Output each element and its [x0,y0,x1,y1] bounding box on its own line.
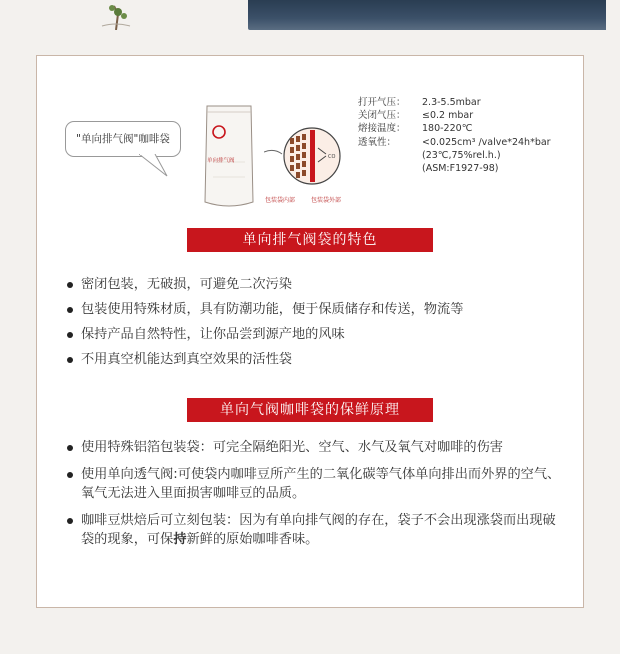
list-item [67,322,563,347]
item-text: 密闭包装，无破损，可避免二次污染 [81,277,292,292]
spec-key [358,162,422,175]
features-list [67,272,563,372]
item-text: 使用特殊铝箔包装袋：可完全隔绝阳光、空气、水气及氧气对咖啡的伤害 [81,440,503,455]
list-item [67,465,563,503]
valve-diagram [49,74,569,224]
spec-row [358,136,572,149]
list-item [67,511,563,549]
bubble-text: "单向排气阀"咖啡袋 [76,133,170,145]
spec-key: 打开气压： [358,97,406,108]
bullet-dot-icon [67,357,73,363]
speech-bubble [65,121,181,157]
bullet-dot-icon [67,282,73,288]
item-text-post: 新鲜的原始咖啡香味。 [186,532,319,547]
bubble-tail [139,154,179,184]
item-text: 包装使用特殊材质，具有防潮功能，便于保质储存和传送，物流等 [81,302,464,317]
valve-specs [358,96,572,175]
spec-row [358,122,572,135]
spec-value: <0.025cm³ /valve*24h*bar [422,136,551,148]
item-text-bold: 持 [173,532,187,547]
spec-row [358,162,572,175]
svg-text:CO: CO [328,154,336,160]
item-text: 保持产品自然特性，让你品尝到源产地的风味 [81,327,345,342]
spec-value: 2.3-5.5mbar [422,97,481,108]
item-text: 使用单向透气阀:可使袋内咖啡豆所产生的二氧化碳等气体单向排出而外界的空气、氧气无法进入里面损害咖啡豆的品质。 [81,467,561,501]
principle-list [67,438,563,557]
spec-row [358,96,572,109]
spec-key: 熔接温度： [358,123,406,135]
list-item [67,347,563,372]
list-item [67,438,563,457]
spec-value: 180-220℃ [422,123,473,135]
spec-key [358,149,422,162]
spec-row [358,109,572,122]
info-card [36,55,584,608]
spec-key: 关闭气压： [358,110,406,122]
section-heading-features: 单向排气阀袋的特色 [187,228,433,252]
outer-label: 包装袋外部 [311,197,342,204]
spec-row [358,149,572,162]
spec-key: 透氧性： [358,136,397,148]
item-text: 不用真空机能达到真空效果的活性袋 [81,352,292,367]
spec-value: ≤0.2 mbar [422,110,474,122]
bullet-dot-icon [67,445,73,451]
bullet-dot-icon [67,332,73,338]
section-heading-principle: 单向气阀咖啡袋的保鲜原理 [187,398,433,422]
bullet-dot-icon [67,472,73,478]
top-photo [248,0,606,30]
bullet-dot-icon [67,518,73,524]
bullet-dot-icon [67,307,73,313]
bag-label: 单向排气阀 [207,158,235,164]
plant-illustration [96,0,136,30]
item-text-pre: 咖啡豆烘焙后可立刻包装：因为有单向排气阀的存在，袋子不会出现涨袋而出现破袋的现象，可保 [81,513,556,547]
list-item [67,272,563,297]
spec-value: (23℃,75%rel.h.) [422,149,501,161]
list-item [67,297,563,322]
inner-label: 包装袋内部 [265,197,296,204]
spec-value: (ASM:F1927-98) [422,163,499,175]
